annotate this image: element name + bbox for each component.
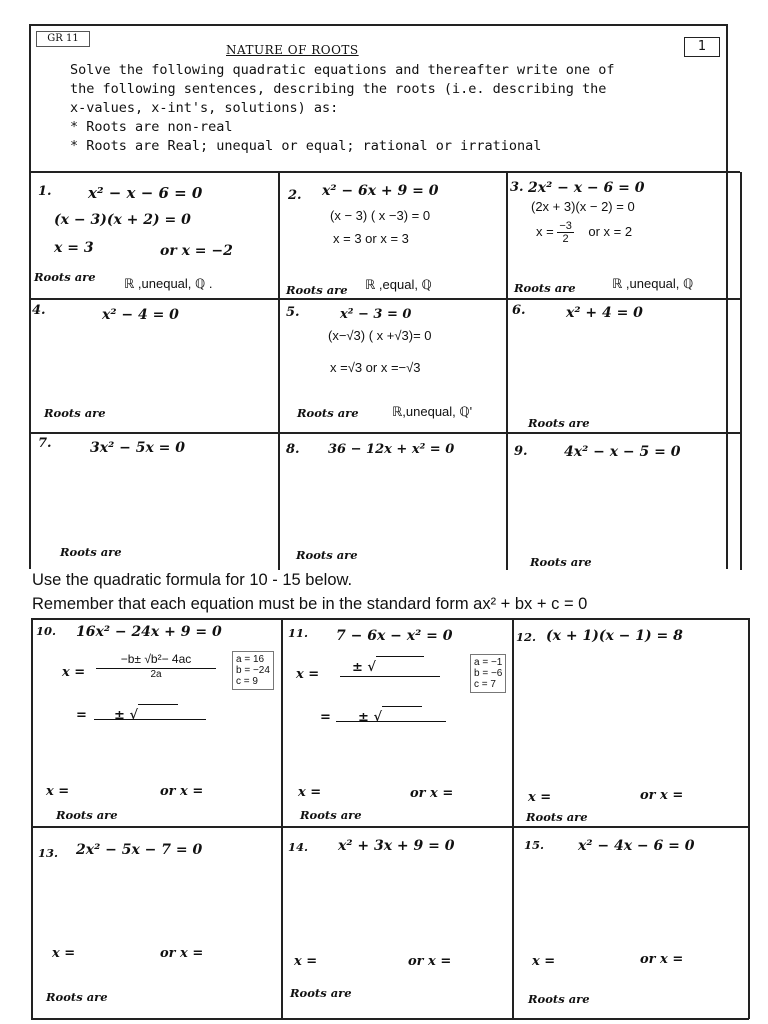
problem-11-x-a: x = — [298, 785, 322, 800]
problem-10-equation: 16x² − 24x + 9 = 0 — [76, 624, 222, 640]
problem-15-label: 15. — [524, 838, 545, 852]
problem-10-formula — [96, 652, 216, 680]
problem-11-coefficients — [470, 654, 506, 693]
frame-left — [29, 24, 31, 569]
problem-8-equation: 36 − 12x + x² = 0 — [328, 442, 455, 457]
grid-right-ext — [740, 172, 742, 570]
problem-1-solution-a: x = 3 — [54, 240, 94, 256]
problem-2-equation: x² − 6x + 9 = 0 — [322, 183, 439, 199]
problem-11-equation: 7 − 6x − x² = 0 — [336, 628, 453, 644]
problem-8-roots-label: Roots are — [296, 548, 358, 562]
problem-1-factor: (x − 3)(x + 2) = 0 — [54, 212, 191, 228]
problem-10-step2: = ± √ — [76, 704, 178, 723]
problem-5-answer: ℝ,unequal, ℚ' — [392, 404, 473, 419]
page-number-box — [684, 37, 720, 57]
problem-5-equation: x² − 3 = 0 — [340, 307, 412, 322]
grid2-top — [31, 618, 749, 620]
problem-11-label: 11. — [288, 626, 309, 640]
problem-4-label: 4. — [32, 303, 46, 318]
problem-5-solution: x =√3 or x =−√3 — [330, 360, 421, 375]
problem-3-fraction-den: 2 — [562, 233, 569, 245]
problem-2-label: 2. — [288, 188, 302, 203]
instruction-line-4: * Roots are non-real — [70, 119, 233, 135]
problem-3-alt: or x = 2 — [588, 223, 633, 239]
problem-1-label: 1. — [38, 184, 52, 199]
problem-1-equation: x² − x − 6 = 0 — [88, 184, 203, 202]
grid-h3 — [29, 432, 740, 434]
problem-9-label: 9. — [514, 444, 528, 459]
instruction-line-3: x-values, x-int's, solutions) as: — [70, 100, 339, 116]
problem-9-equation: 4x² − x − 5 = 0 — [564, 444, 681, 460]
problem-1-roots-label: Roots are — [34, 270, 96, 284]
problem-2-answer: ℝ ,equal, ℚ — [365, 277, 432, 292]
grid2-v2 — [512, 618, 514, 1019]
instructions — [70, 61, 615, 156]
problem-6-equation: x² + 4 = 0 — [566, 305, 643, 321]
problem-13-x-b: or x = — [160, 946, 204, 961]
problem-11-step2-bar — [336, 721, 446, 722]
standard-form-note: Remember that each equation must be in the standard form ax² + bx + c = 0 — [32, 595, 588, 613]
problem-11-step1: ± √ — [352, 656, 424, 675]
grid2-left — [31, 618, 33, 1019]
problem-9-roots-label: Roots are — [530, 555, 592, 569]
problem-10-formula-den: 2a — [150, 669, 162, 680]
problem-2-solution: x = 3 or x = 3 — [333, 231, 409, 246]
problem-13-roots-label: Roots are — [46, 990, 108, 1004]
grid2-bottom — [31, 1018, 749, 1020]
problem-13-equation: 2x² − 5x − 7 = 0 — [76, 842, 203, 858]
problem-10-step2-bar — [94, 719, 206, 720]
problem-11-step1-bar — [340, 676, 440, 677]
problem-7-roots-label: Roots are — [60, 545, 122, 559]
problem-4-equation: x² − 4 = 0 — [102, 307, 179, 323]
problem-3-answer: ℝ ,unequal, ℚ — [612, 276, 694, 291]
frame-right — [726, 24, 728, 569]
grid2-right — [748, 618, 750, 1019]
problem-11-coef-c: c = 7 — [474, 679, 496, 690]
problem-5-roots-label: Roots are — [297, 406, 359, 420]
problem-3-factor: (2x + 3)(x − 2) = 0 — [531, 199, 635, 214]
problem-3-fraction-num: −3 — [559, 220, 572, 232]
problem-12-roots-label: Roots are — [526, 810, 588, 824]
problem-8-label: 8. — [286, 442, 300, 457]
problem-10-x-b: or x = — [160, 784, 204, 799]
instruction-line-5: * Roots are Real; unequal or equal; rational or irrational — [70, 138, 542, 154]
grade-code: GR 11 — [47, 33, 79, 44]
problem-3-fraction — [557, 220, 574, 245]
problem-14-roots-label: Roots are — [290, 986, 352, 1000]
problem-3-equation: 2x² − x − 6 = 0 — [528, 180, 645, 196]
grid2-mid — [31, 826, 749, 828]
quadratic-formula-note: Use the quadratic formula for 10 - 15 below. — [32, 571, 353, 589]
problem-11-x-b: or x = — [410, 786, 454, 801]
problem-13-label: 13. — [38, 846, 59, 860]
grid-v1 — [278, 172, 280, 570]
problem-15-equation: x² − 4x − 6 = 0 — [578, 838, 695, 854]
problem-10-coefficients — [232, 651, 274, 690]
problem-3-solution — [536, 220, 632, 245]
problem-6-roots-label: Roots are — [528, 416, 590, 430]
instruction-line-2: the following sentences, describing the roots (i.e. describing the — [70, 81, 607, 97]
problem-11-step2: = ± √ — [320, 706, 422, 725]
page-number: 1 — [697, 39, 707, 54]
problem-7-equation: 3x² − 5x = 0 — [90, 440, 186, 456]
grid-v2 — [506, 172, 508, 570]
problem-10-coef-c: c = 9 — [236, 676, 258, 687]
grid-h1 — [29, 171, 740, 173]
frame-top — [29, 24, 727, 26]
grade-code-box — [36, 31, 90, 47]
problem-3-x-eq: x = — [536, 223, 554, 239]
problem-3-label: 3. — [510, 180, 524, 195]
problem-12-equation: (x + 1)(x − 1) = 8 — [546, 628, 683, 644]
problem-7-label: 7. — [38, 436, 52, 451]
problem-3-roots-label: Roots are — [514, 281, 576, 295]
problem-11-roots-label: Roots are — [300, 808, 362, 822]
problem-14-x-a: x = — [294, 954, 318, 969]
problem-11-coef-a: a = −1 — [474, 657, 503, 668]
problem-12-x-b: or x = — [640, 788, 684, 803]
problem-10-label: 10. — [36, 624, 57, 638]
problem-14-label: 14. — [288, 840, 309, 854]
problem-10-coef-b: b = −24 — [236, 665, 270, 676]
problem-15-x-a: x = — [532, 954, 556, 969]
problem-10-roots-label: Roots are — [56, 808, 118, 822]
problem-1-solution-b: or x = −2 — [160, 243, 233, 259]
problem-10-coef-a: a = 16 — [236, 654, 265, 665]
problem-5-label: 5. — [286, 305, 300, 320]
problem-6-label: 6. — [512, 303, 526, 318]
problem-12-label: 12. — [516, 630, 537, 644]
page-title: NATURE OF ROOTS — [226, 43, 359, 57]
problem-5-factor: (x−√3) ( x +√3)= 0 — [328, 328, 432, 343]
grid-h2 — [29, 298, 740, 300]
problem-1-answer: ℝ ,unequal, ℚ . — [124, 276, 213, 291]
problem-15-roots-label: Roots are — [528, 992, 590, 1006]
problem-10-formula-num: −b± √b²− 4ac — [120, 652, 192, 666]
grid2-v1 — [281, 618, 283, 1019]
problem-12-x-a: x = — [528, 790, 552, 805]
problem-13-x-a: x = — [52, 946, 76, 961]
problem-11-x-eq: x = — [296, 667, 320, 682]
problem-14-x-b: or x = — [408, 954, 452, 969]
problem-14-equation: x² + 3x + 9 = 0 — [338, 838, 455, 854]
problem-4-roots-label: Roots are — [44, 406, 106, 420]
problem-10-x-eq: x = — [62, 665, 86, 680]
instruction-line-1: Solve the following quadratic equations and thereafter write one of — [70, 62, 615, 78]
problem-11-coef-b: b = −6 — [474, 668, 503, 679]
problem-2-roots-label: Roots are — [286, 283, 348, 297]
problem-2-factor: (x − 3) ( x −3) = 0 — [330, 208, 431, 223]
problem-15-x-b: or x = — [640, 952, 684, 967]
problem-10-x-a: x = — [46, 784, 70, 799]
